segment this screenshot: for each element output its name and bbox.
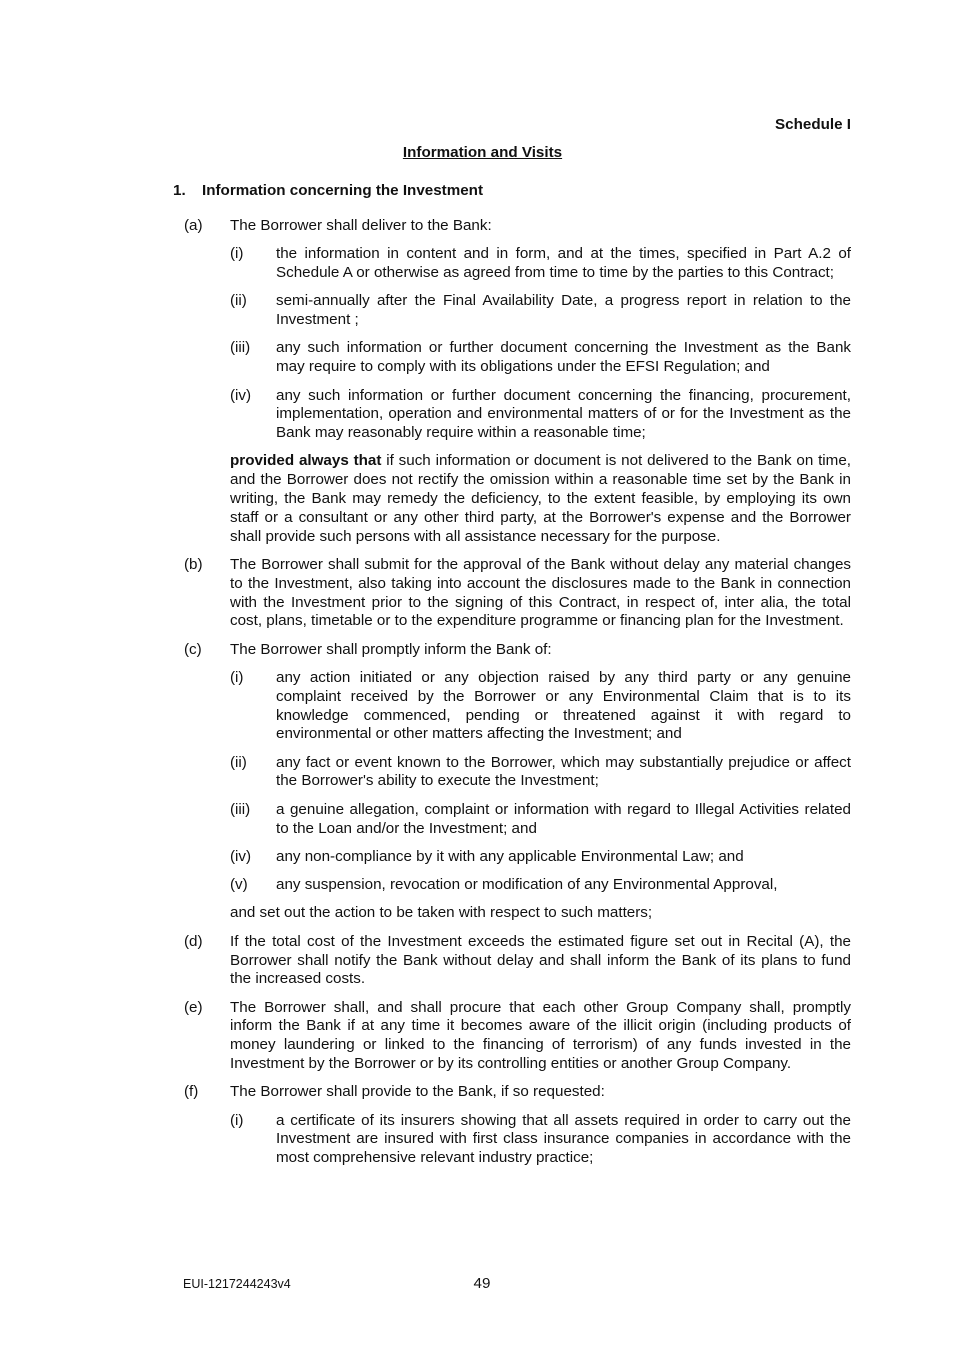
clause-f [180, 1083, 851, 1168]
clause-label: (c) [184, 640, 202, 658]
subclause-text: any fact or event known to the Borrower, which may substantially prejudice or affect the Borrower's ability to execute the Investment; [276, 753, 851, 790]
subclause [230, 669, 851, 744]
clause-c-intro: The Borrower shall promptly inform the Bank of: [230, 640, 552, 658]
page-title: Information and Visits [402, 144, 563, 161]
clause-a-intro: The Borrower shall deliver to the Bank: [230, 217, 492, 234]
clause-e [180, 999, 851, 1074]
page-number: 49 [473, 1275, 491, 1292]
subclause-label: (i) [230, 1111, 244, 1129]
subclause [230, 339, 851, 377]
subclause-text: a certificate of its insurers showing that all assets required in order to carry out the Investment are insured with first class insurance companies in accordance with the most comprehensive relevant industry practice; [276, 1111, 851, 1167]
subclause-text: a genuine allegation, complaint or information with regard to Illegal Activities related to the Loan and/or the Investment; and [276, 800, 851, 837]
subclause [230, 387, 851, 443]
clause-text: If the total cost of the Investment exceeds the estimated figure set out in Recital (A), the Borrower shall notify the Bank without delay and shall inform the Bank of its plans to fund the increased costs. [230, 932, 851, 988]
subclause-text: any suspension, revocation or modification of any Environmental Approval, [276, 876, 778, 894]
subclause-label: (i) [230, 245, 244, 263]
subclause [230, 801, 851, 839]
document-id: EUI-1217244243v4 [183, 1277, 291, 1291]
clause-label: (b) [184, 555, 203, 573]
clause-text: The Borrower shall, and shall procure that each other Group Company shall, promptly inform the Bank if at any time it becomes aware of the illicit origin (including products of money laundering or linked to the financing of terrorism) of any funds invested in the Investment by the Borrower or by its controlling entities or another Group Company. [230, 998, 851, 1072]
subclause [230, 292, 851, 330]
subclause-label: (v) [230, 876, 248, 894]
subclause-text: any action initiated or any objection raised by any third party or any genuine complaint received by the Borrower or any Environmental Claim that is to its knowledge commenced, pending or threatened against it with regard to environmental or other matters affecting the Investment; and [276, 668, 851, 743]
clause-c-closing: and set out the action to be taken with respect to such matters; [230, 904, 653, 922]
subclause-label: (ii) [230, 753, 247, 771]
subclause [230, 754, 851, 792]
subclause-label: (iii) [230, 800, 251, 818]
proviso-paragraph [230, 452, 851, 546]
subclause-text: any such information or further document concerning the financing, procurement, implementation, operation and environmental matters of or for the Investment as the Bank may reasonably require within a reasonable time; [276, 386, 851, 442]
clause-label: (f) [184, 1083, 199, 1101]
subclause-label: (iv) [230, 847, 252, 865]
subclause-label: (iii) [230, 339, 251, 357]
subclause [230, 848, 851, 867]
document-body [180, 217, 851, 1177]
subclause [230, 245, 851, 283]
section-number: 1. [173, 182, 186, 199]
subclause-text: any non-compliance by it with any applicable Environmental Law; and [276, 847, 744, 865]
subclause [230, 1112, 851, 1168]
subclause-text: the information in content and in form, and at the times, specified in Part A.2 of Schedule A or otherwise as agreed from time to time by the parties to this Contract; [276, 245, 851, 282]
schedule-label: Schedule I [775, 116, 851, 133]
subclause [230, 876, 851, 895]
section-heading [173, 182, 483, 201]
clause-f-intro: The Borrower shall provide to the Bank, if so requested: [230, 1083, 605, 1101]
subclause-text: any such information or further document concerning the Investment as the Bank may require to comply with its obligations under the EFSI Regulation; and [276, 339, 851, 376]
proviso-text: if such information or document is not delivered to the Bank on time, and the Borrower does not rectify the omission within a reasonable time set by the Bank in writing, the Bank may remedy the deficiency, to the extent feasible, by employing its own staff or a consultant or any other third party, at the Borrower's expense and the Borrower shall provide such persons with all assistance necessary for the purpose. [230, 452, 851, 545]
section-title: Information concerning the Investment [202, 182, 483, 199]
clause-label: (e) [184, 998, 203, 1016]
clause-b [180, 556, 851, 631]
proviso-bold: provided always that [230, 452, 382, 470]
clause-label: (a) [184, 217, 203, 234]
clause-label: (d) [184, 932, 203, 950]
clause-c [180, 641, 851, 924]
subclause-label: (iv) [230, 386, 252, 404]
subclause-text: semi-annually after the Final Availability Date, a progress report in relation to the Investment ; [276, 292, 851, 329]
clause-d [180, 933, 851, 989]
clause-a [180, 217, 851, 546]
subclause-label: (i) [230, 668, 244, 686]
subclause-label: (ii) [230, 292, 247, 310]
clause-text: The Borrower shall submit for the approval of the Bank without delay any material changes to the Investment, also taking into account the disclosures made to the Bank in connection with the Investment prior to the signing of this Contract, in respect of, inter alia, the total cost, plans, timetable or to the expenditure programme or financing plan for the Investment. [230, 555, 851, 630]
